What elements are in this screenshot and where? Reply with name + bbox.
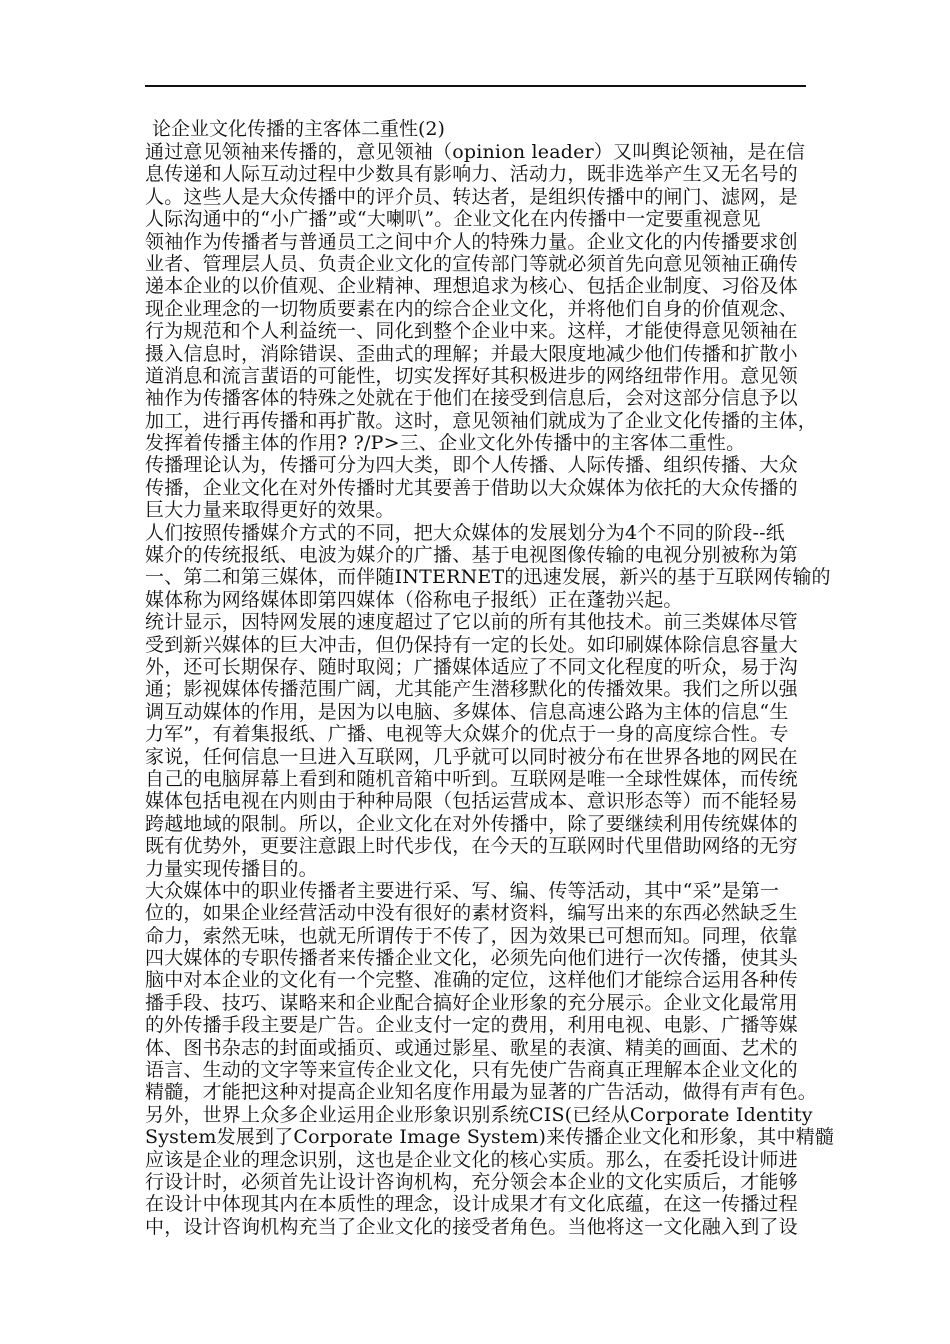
text-line: 应该是企业的理念识别，这也是企业文化的核心实质。那么，在委托设计师进 [145,1148,798,1171]
text-line: 发挥着传播主体的作用? ?/P>三、企业文化外传播中的主客体二重性。 [145,432,746,455]
document-body [145,141,835,1238]
text-line: 命力，索然无味，也就无所谓传于不传了，因为效果已可想而知。同理，依靠 [145,924,798,947]
text-line: 的外传播手段主要是广告。企业支付一定的费用，利用电视、电影、广播等媒 [145,1014,798,1037]
text-line: 人际沟通中的“小广播”或“大喇叭”。企业文化在内传播中一定要重视意见 [145,208,761,231]
text-line: 力军”，有着集报纸、广播、电视等大众媒介的优点于一身的高度综合性。专 [145,723,789,746]
text-line: 媒体称为网络媒体即第四媒体（俗称电子报纸）正在蓬勃兴起。 [145,588,683,611]
text-line: 人们按照传播媒介方式的不同，把大众媒体的发展划分为4个不同的阶段--纸 [145,521,785,544]
text-line: 行为规范和个人利益统一、同化到整个企业中来。这样，才能使得意见领袖在 [145,320,798,343]
text-line: 播手段、技巧、谋略来和企业配合搞好企业形象的充分展示。企业文化最常用 [145,991,798,1014]
text-line: 现企业理念的一切物质要素在内的综合企业文化，并将他们自身的价值观念、 [145,297,798,320]
text-line: 精髓，才能把这种对提高企业知名度作用最为显著的广告活动，做得有声有色。 [145,1081,818,1104]
text-line: 统计显示，因特网发展的速度超过了它以前的所有其他技术。前三类媒体尽管 [145,611,798,634]
text-line: 通过意见领袖来传播的，意见领袖（opinion leader）又叫舆论领袖，是在信 [145,141,806,163]
text-line: 四大媒体的专职传播者来传播企业文化，必须先向他们进行一次传播，使其头 [145,947,798,970]
text-line: 袖作为传播客体的特殊之处就在于他们在接受到信息后，会对这部分信息予以 [145,387,798,410]
text-line: 脑中对本企业的文化有一个完整、准确的定位，这样他们才能综合运用各种传 [145,969,798,992]
text-line: System发展到了Corporate Image System)来传播企业文化和形象，其中精髓 [145,1126,835,1149]
text-line: 自己的电脑屏幕上看到和随机音箱中听到。互联网是唯一全球性媒体，而传统 [145,767,798,790]
text-line: 道消息和流言蜚语的可能性，切实发挥好其积极进步的网络纽带作用。意见领 [145,364,798,387]
text-line: 在设计中体现其内在本质性的理念，设计成果才有文化底蕴，在这一传播过程 [145,1193,798,1216]
text-line: 既有优势外，更要注意跟上时代步伐，在今天的互联网时代里借助网络的无穷 [145,835,798,858]
text-line: 大众媒体中的职业传播者主要进行采、写、编、传等活动，其中“采”是第一 [145,879,780,902]
text-line: 人。这些人是大众传播中的评介员、转达者，是组织传播中的闸门、滤网，是 [145,185,798,208]
text-line: 领袖作为传播者与普通员工之间中介人的特殊力量。企业文化的内传播要求创 [145,230,798,253]
text-line: 力量实现传播目的。 [145,857,318,880]
text-line: 另外，世界上众多企业运用企业形象识别系统CIS(已经从Corporate Identity [145,1103,813,1126]
text-line: 受到新兴媒体的巨大冲击，但仍保持有一定的长处。如印刷媒体除信息容量大 [145,633,798,656]
header-rule [145,85,806,87]
text-line: 媒介的传统报纸、电波为媒介的广播、基于电视图像传输的电视分别被称为第 [145,544,798,567]
text-line: 传播理论认为，传播可分为四大类，即个人传播、人际传播、组织传播、大众 [145,454,798,477]
text-line: 跨越地域的限制。所以，企业文化在对外传播中，除了要继续利用传统媒体的 [145,812,798,835]
text-line: 传播，企业文化在对外传播时尤其要善于借助以大众媒体为依托的大众传播的 [145,476,798,499]
document-title: 论企业文化传播的主客体二重性(2) [152,118,445,140]
text-line: 位的，如果企业经营活动中没有很好的素材资料，编写出来的东西必然缺乏生 [145,902,798,925]
text-line: 中，设计咨询机构充当了企业文化的接受者角色。当他将这一文化融入到了设 [145,1215,798,1238]
text-line: 息传递和人际互动过程中少数具有影响力、活动力，既非选举产生又无名号的 [145,163,798,186]
text-line: 体、图书杂志的封面或插页、或通过影星、歌星的表演、精美的画面、艺术的 [145,1036,798,1059]
text-line: 业者、管理层人员、负责企业文化的宣传部门等就必须首先向意见领袖正确传 [145,252,798,275]
text-line: 巨大力量来取得更好的效果。 [145,499,395,522]
text-line: 语言、生动的文字等来宣传企业文化，只有先使广告商真正理解本企业文化的 [145,1059,798,1082]
text-line: 通；影视媒体传播范围广阔，尤其能产生潜移默化的传播效果。我们之所以强 [145,678,798,701]
text-line: 一、第二和第三媒体，而伴随INTERNET的迅速发展，新兴的基于互联网传输的 [145,566,831,589]
text-line: 摄入信息时，消除错误、歪曲式的理解；并最大限度地减少他们传播和扩散小 [145,342,798,365]
text-line: 家说，任何信息一旦进入互联网，几乎就可以同时被分布在世界各地的网民在 [145,745,798,768]
text-line: 外，还可长期保存、随时取阅；广播媒体适应了不同文化程度的听众，易于沟 [145,655,798,678]
text-line: 媒体包括电视在内则由于种种局限（包括运营成本、意识形态等）而不能轻易 [145,790,798,813]
text-line: 递本企业的以价值观、企业精神、理想追求为核心、包括企业制度、习俗及体 [145,275,798,298]
text-line: 调互动媒体的作用，是因为以电脑、多媒体、信息高速公路为主体的信息“生 [145,700,789,723]
text-line: 行设计时，必须首先让设计咨询机构，充分领会本企业的文化实质后，才能够 [145,1170,798,1193]
text-line: 加工，进行再传播和再扩散。这时，意见领袖们就成为了企业文化传播的主体， [145,409,818,432]
